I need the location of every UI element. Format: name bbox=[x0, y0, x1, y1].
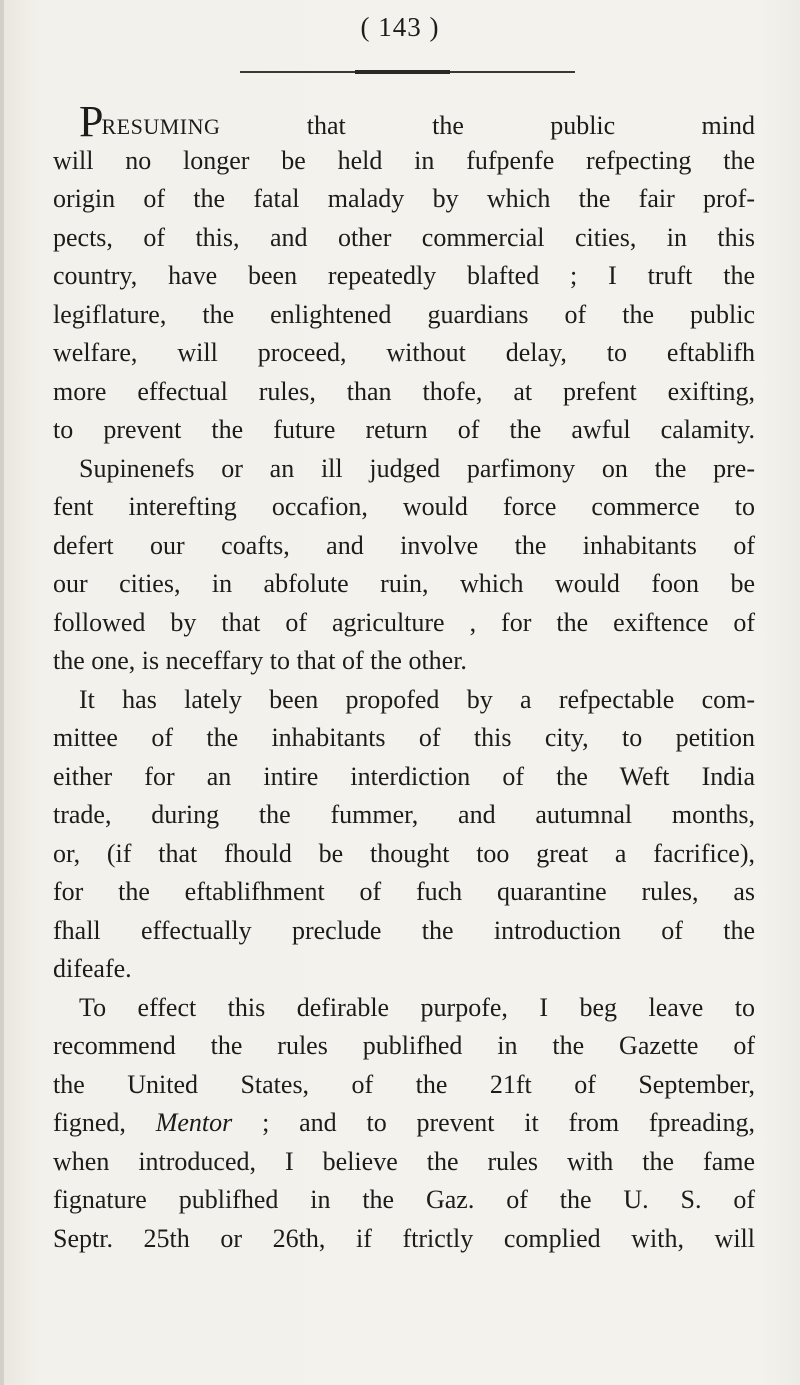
signature-name: Mentor bbox=[155, 1108, 233, 1137]
text-line: when introduced, I believe the rules with the fame bbox=[53, 1146, 755, 1176]
text-line: welfare, will proceed, without delay, to eftablifh bbox=[53, 338, 755, 367]
text-line: our cities, in abfolute ruin, which would foon be bbox=[53, 569, 755, 598]
text-line: trade, during the fummer, and autumnal months, bbox=[53, 800, 755, 829]
text-line: fignature publifhed in the Gaz. of the U. S. of bbox=[53, 1185, 755, 1214]
text-line: will no longer be held in fufpenfe refpecting the bbox=[53, 145, 755, 175]
text-line: followed by that of agriculture , for the exiftence of bbox=[53, 607, 755, 637]
text-line: pects, of this, and other commercial cities, in this bbox=[53, 222, 755, 252]
drop-cap: P bbox=[79, 97, 104, 146]
text-line: to prevent the future return of the awful calamity. bbox=[53, 415, 755, 444]
text-line: Septr. 25th or 26th, if ftrictly complied with, will bbox=[53, 1223, 755, 1253]
text-line: mittee of the inhabitants of this city, to petition bbox=[53, 723, 755, 752]
text-line: or, (if that fhould be thought too great a facrifice), bbox=[53, 838, 755, 868]
opening-word: RESUMING bbox=[101, 114, 221, 139]
text-line: fhall effectually preclude the introduction of the bbox=[53, 915, 755, 945]
page-number: ( 143 ) bbox=[360, 12, 440, 42]
text-line: defert our coafts, and involve the inhabitants of bbox=[53, 530, 755, 560]
text-line: fent interefting occafion, would force commerce to bbox=[53, 492, 755, 521]
text-line: difeafe. bbox=[53, 954, 132, 983]
header-rule-ornament bbox=[355, 70, 450, 74]
text-line: origin of the fatal malady by which the fair prof- bbox=[53, 184, 755, 213]
text-line: Supinenefs or an ill judged parfimony on the pre- bbox=[79, 453, 755, 483]
paragraph-2 bbox=[53, 681, 755, 989]
text-line: figned, Mentor ; and to prevent it from fpreading, bbox=[53, 1108, 755, 1137]
text-line: legiflature, the enlightened guardians of the public bbox=[53, 299, 755, 329]
text-line: the one, is neceffary to that of the other. bbox=[53, 646, 467, 675]
text-line: more effectual rules, than thofe, at prefent exifting, bbox=[53, 376, 755, 406]
text-line: the United States, of the 21ft of September, bbox=[53, 1069, 755, 1099]
text-line: recommend the rules publifhed in the Gazette of bbox=[53, 1031, 755, 1060]
page-gutter bbox=[0, 0, 4, 1385]
text-line: country, have been repeatedly blafted ; I truft the bbox=[53, 261, 755, 290]
text-line: for the eftablifhment of fuch quarantine rules, as bbox=[53, 877, 755, 906]
text-line: PRESUMING that the public mind bbox=[79, 97, 755, 146]
paragraph-3 bbox=[53, 989, 755, 1259]
paragraph-1 bbox=[53, 97, 755, 681]
body-text bbox=[53, 97, 755, 1258]
text-line: To effect this defirable purpofe, I beg leave to bbox=[79, 992, 755, 1022]
text-line: It has lately been propofed by a refpectable com- bbox=[79, 684, 755, 714]
text-line: either for an intire interdiction of the Weft India bbox=[53, 761, 755, 791]
